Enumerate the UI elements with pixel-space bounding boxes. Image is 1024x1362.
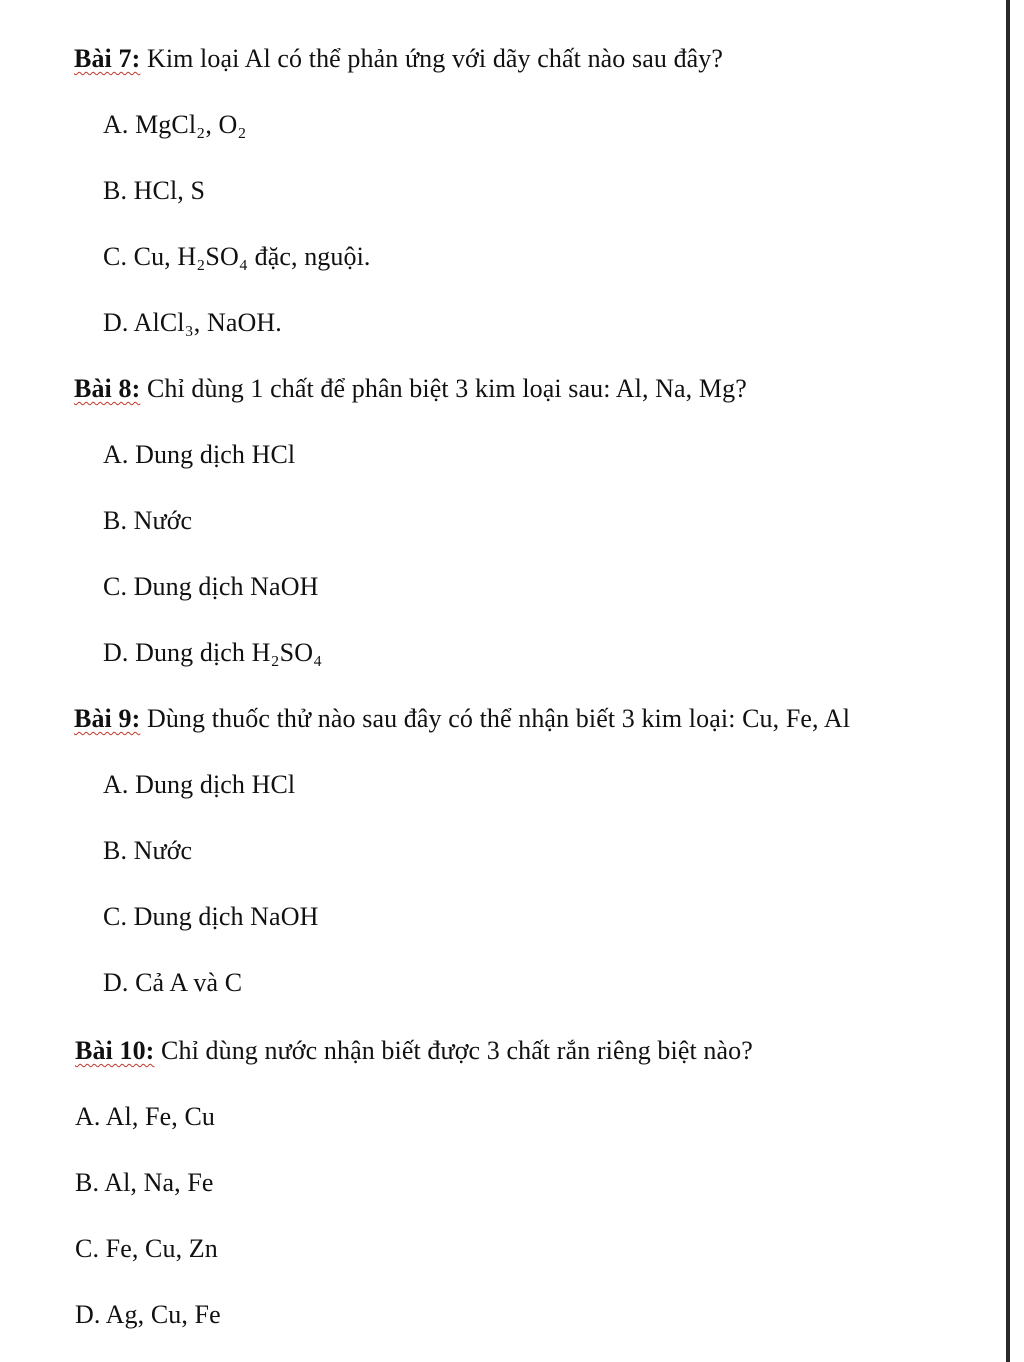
question-8-option-c: C. Dung dịch NaOH <box>103 572 319 601</box>
question-7 <box>74 42 723 76</box>
question-8-label: Bài 8: <box>74 374 141 403</box>
question-8-option-a: A. Dung dịch HCl <box>103 440 296 469</box>
question-9-option-b: B. Nước <box>103 836 193 865</box>
question-10-option-a: A. Al, Fe, Cu <box>75 1102 215 1131</box>
question-9-option-a: A. Dung dịch HCl <box>103 770 296 799</box>
question-8-option-d: D. Dung dịch H₂SO₄ <box>103 638 323 667</box>
question-9-option-d: D. Cả A và C <box>103 968 243 997</box>
question-10-option-b: B. Al, Na, Fe <box>75 1168 214 1197</box>
question-8-option-b: B. Nước <box>103 506 193 535</box>
question-9-option-c: C. Dung dịch NaOH <box>103 902 319 931</box>
question-7-option-c: C. Cu, H₂SO₄ đặc, nguội. <box>103 242 371 271</box>
question-8 <box>74 372 747 406</box>
question-10-option-d: D. Ag, Cu, Fe <box>75 1300 221 1329</box>
question-7-option-b: B. HCl, S <box>103 176 206 205</box>
question-7-label: Bài 7: <box>74 44 141 73</box>
question-10 <box>75 1034 753 1068</box>
question-9-text: Dùng thuốc thử nào sau đây có thể nhận biết 3 kim loại: Cu, Fe, Al <box>146 704 851 733</box>
question-7-text: Kim loại Al có thể phản ứng với dãy chất nào sau đây? <box>146 44 724 73</box>
question-10-option-c: C. Fe, Cu, Zn <box>75 1234 218 1263</box>
question-9 <box>74 702 850 736</box>
question-10-text: Chỉ dùng nước nhận biết được 3 chất rắn riêng biệt nào? <box>161 1036 753 1065</box>
question-10-label: Bài 10: <box>75 1036 155 1065</box>
question-7-option-d: D. AlCl₃, NaOH. <box>103 308 282 337</box>
question-8-text: Chỉ dùng 1 chất để phân biệt 3 kim loại sau: Al, Na, Mg? <box>146 374 747 403</box>
question-7-option-a: A. MgCl₂, O₂ <box>103 110 247 139</box>
question-9-label: Bài 9: <box>74 704 141 733</box>
page-edge-line <box>1006 0 1010 1362</box>
